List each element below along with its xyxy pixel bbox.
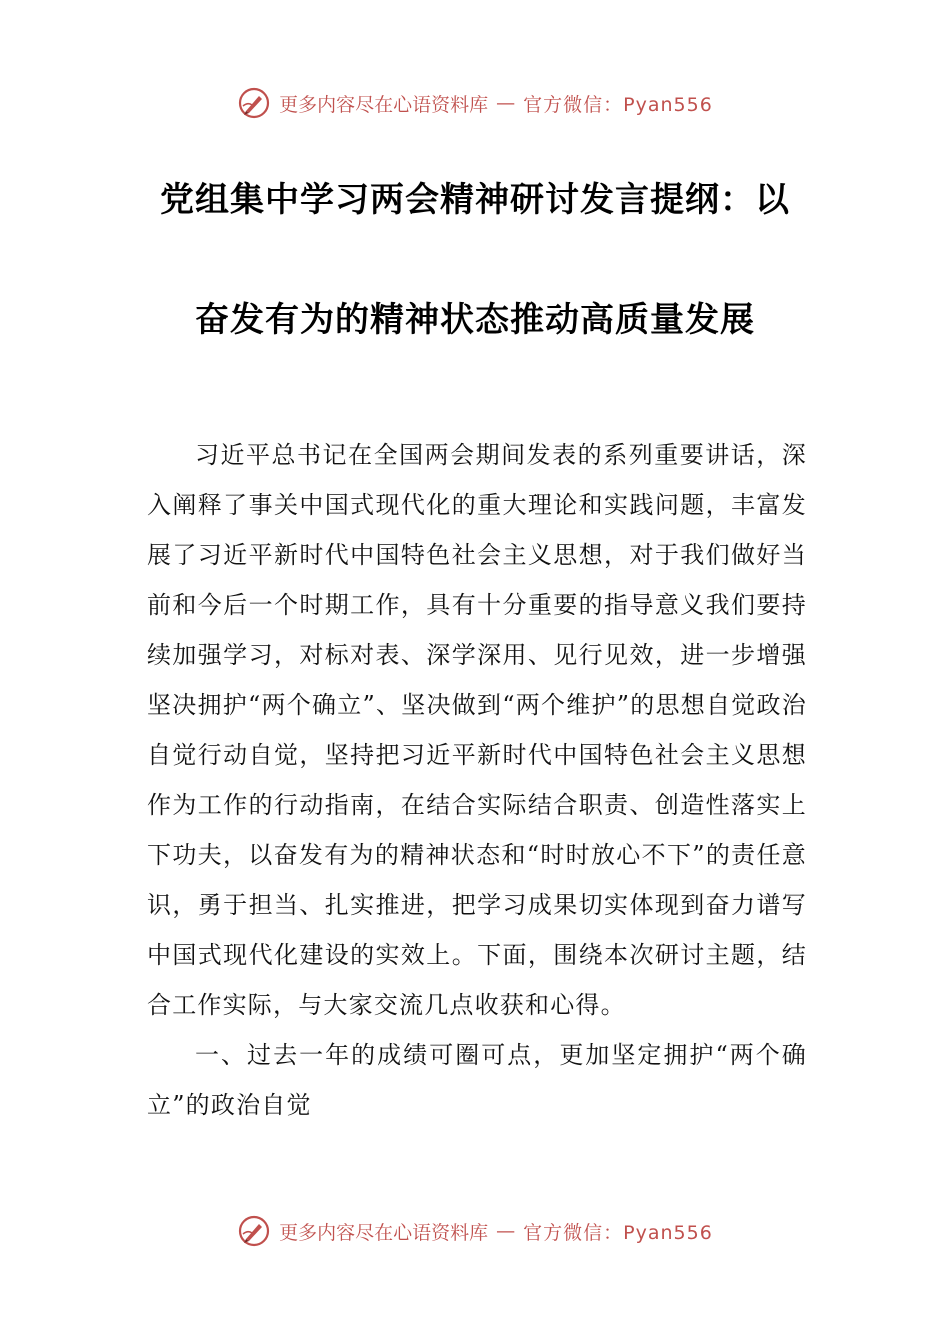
watermark-wechat-text: 官方微信：Pyan556 bbox=[523, 93, 713, 116]
watermark-dash: — bbox=[496, 1220, 516, 1242]
document-body bbox=[147, 430, 807, 1130]
document-title-line-2: 奋发有为的精神状态推动高质量发展 bbox=[195, 300, 755, 340]
watermark-site-text: 更多内容尽在心语资料库 bbox=[279, 93, 489, 116]
section-heading-1: 一、过去一年的成绩可圈可点，更加坚定拥护“两个确立”的政治自觉 bbox=[147, 1041, 807, 1119]
watermark-site-text: 更多内容尽在心语资料库 bbox=[279, 1221, 489, 1244]
document-title-line-1: 党组集中学习两会精神研讨发言提纲：以 bbox=[160, 180, 790, 220]
pen-logo-icon bbox=[237, 1214, 271, 1248]
pen-logo-icon bbox=[237, 86, 271, 120]
body-paragraph: 习近平总书记在全国两会期间发表的系列重要讲话，深入阐释了事关中国式现代化的重大理论和实践问题，丰富发展了习近平新时代中国特色社会主义思想，对于我们做好当前和今后一个时期工作，具有十分重要的指导意义我们要持续加强学习，对标对表、深学深用、见行见效，进一步增强坚决拥护“两个确立”、坚决做到“两个维护”的思想自觉政治自觉行动自觉，坚持把习近平新时代中国特色社会主义思想作为工作的行动指南，在结合实际结合职责、创造性落实上下功夫，以奋发有为的精神状态和“时时放心不下”的责任意识，勇于担当、扎实推进，把学习成果切实体现到奋力谱写中国式现代化建设的实效上。下面，围绕本次研讨主题，结合工作实际，与大家交流几点收获和心得。 bbox=[147, 441, 807, 1019]
header-watermark bbox=[0, 83, 950, 123]
watermark-wechat-text: 官方微信：Pyan556 bbox=[523, 1221, 713, 1244]
footer-watermark bbox=[0, 1211, 950, 1251]
watermark-dash: — bbox=[496, 92, 516, 114]
